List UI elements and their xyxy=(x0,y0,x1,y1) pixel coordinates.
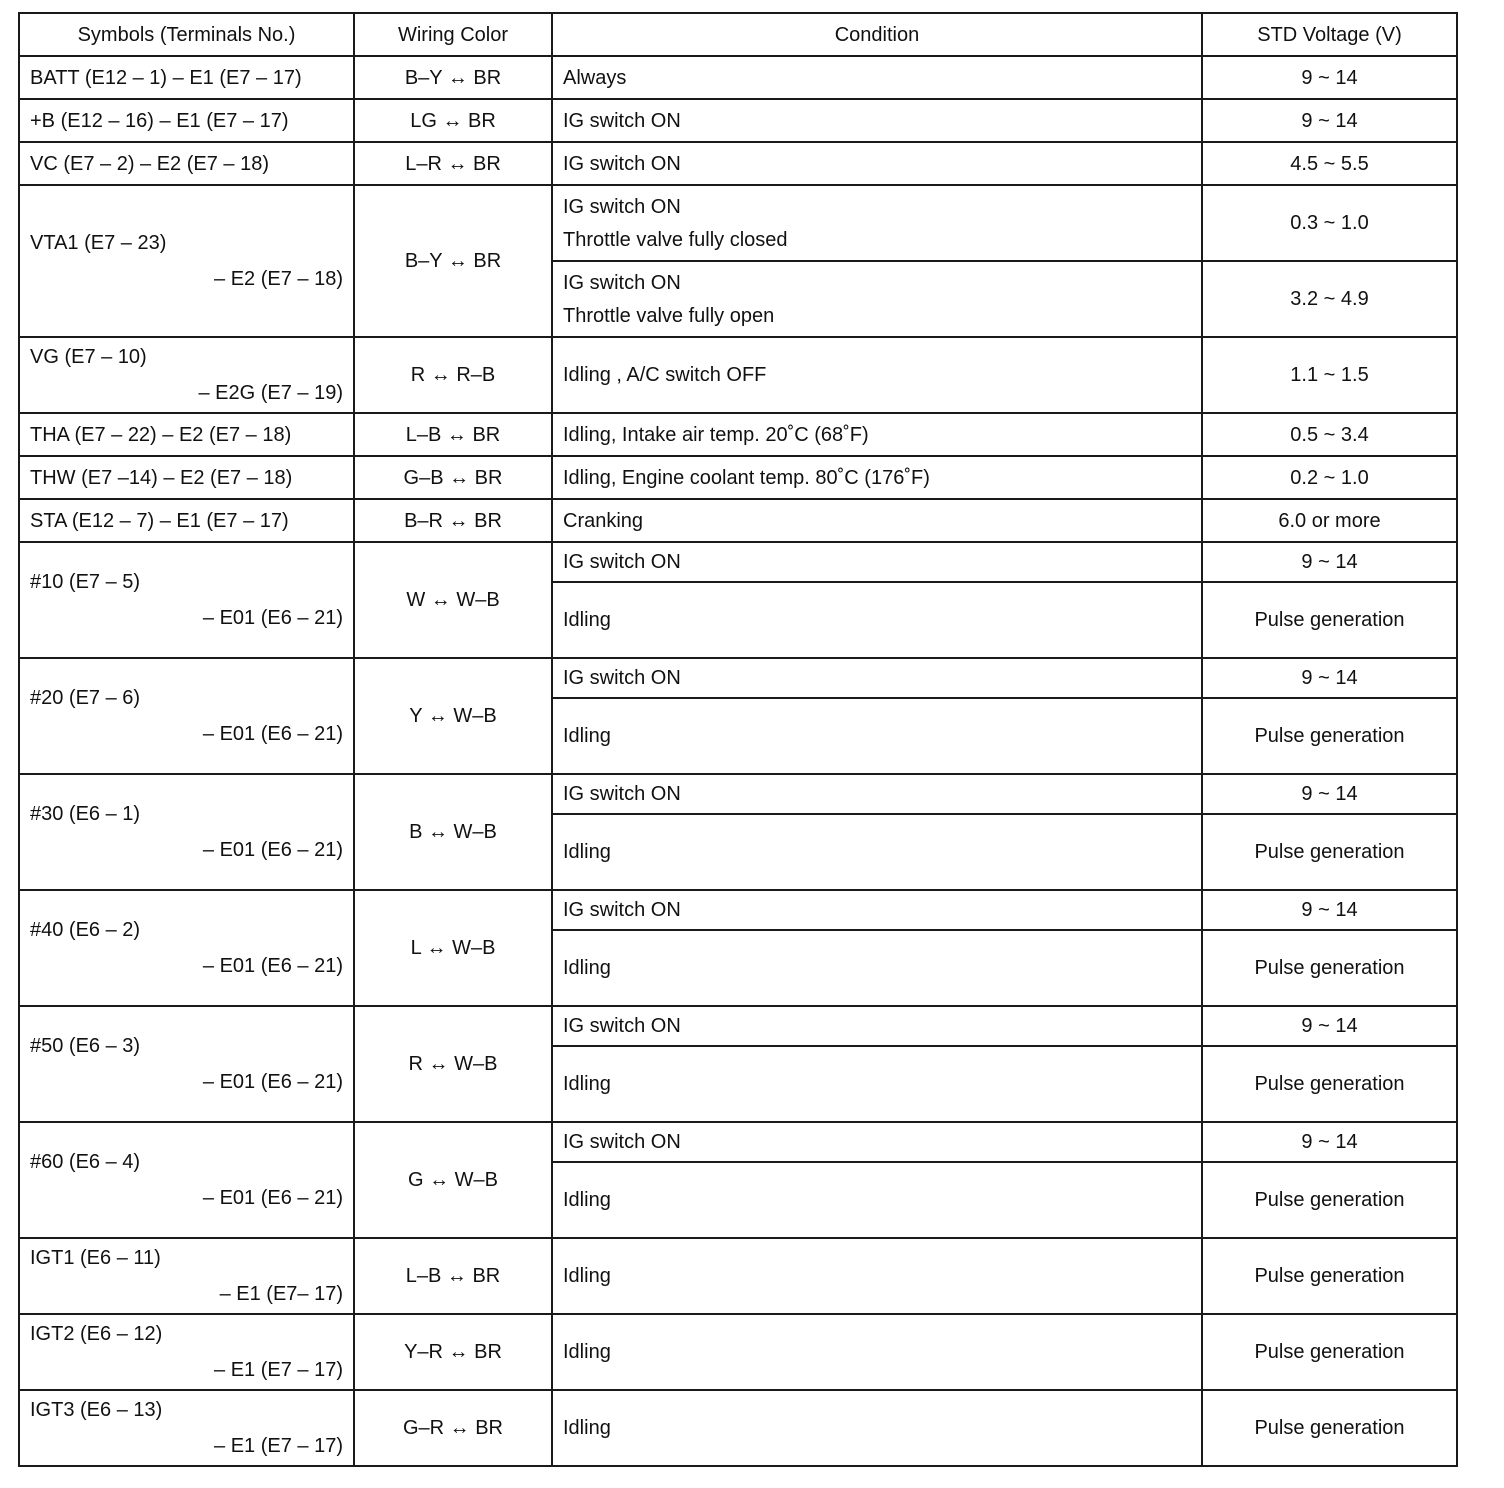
condition-cell: Cranking xyxy=(552,499,1202,542)
condition-cell: IG switch ON xyxy=(552,1122,1202,1162)
voltage-cell: 9 ~ 14 xyxy=(1202,774,1457,814)
symbol-cell xyxy=(19,774,354,890)
voltage-cell: 9 ~ 14 xyxy=(1202,99,1457,142)
table-row xyxy=(19,337,1457,413)
wiring-color-cell: G–R ↔ BR xyxy=(354,1390,552,1466)
terminal-symbol: STA (E12 – 7) – E1 (E7 – 17) xyxy=(30,509,289,532)
symbol-cell xyxy=(19,1390,354,1466)
voltage-cell: 9 ~ 14 xyxy=(1202,658,1457,698)
header-row xyxy=(19,13,1457,56)
terminal-symbol: IGT1 (E6 – 11) xyxy=(30,1247,161,1269)
terminal-symbol: #10 (E7 – 5) xyxy=(30,571,141,593)
table-row xyxy=(19,499,1457,542)
terminal-symbol: VTA1 (E7 – 23) xyxy=(30,232,167,254)
condition-cell: Idling, Engine coolant temp. 80˚C (176˚F) xyxy=(552,456,1202,499)
wiring-color-cell: R ↔ W–B xyxy=(354,1006,552,1122)
terminal-symbol: +B (E12 – 16) – E1 (E7 – 17) xyxy=(30,109,289,132)
voltage-cell: 4.5 ~ 5.5 xyxy=(1202,142,1457,185)
condition-cell: Idling xyxy=(552,1314,1202,1390)
wiring-color-cell: G ↔ W–B xyxy=(354,1122,552,1238)
condition-cell: Idling xyxy=(552,1046,1202,1122)
table-row xyxy=(19,1238,1457,1314)
table-row xyxy=(19,413,1457,456)
wiring-color-cell: L–B ↔ BR xyxy=(354,1238,552,1314)
terminal-symbol: #20 (E7 – 6) xyxy=(30,687,141,709)
table-row xyxy=(19,185,1457,261)
wiring-color-cell: Y ↔ W–B xyxy=(354,658,552,774)
condition-cell: Idling xyxy=(552,814,1202,890)
voltage-cell: Pulse generation xyxy=(1202,698,1457,774)
table-row xyxy=(19,1122,1457,1162)
symbol-cell xyxy=(19,1238,354,1314)
terminal-symbol: IGT3 (E6 – 13) xyxy=(30,1399,163,1421)
condition-cell: Idling xyxy=(552,1238,1202,1314)
terminal-ground: – E01 (E6 – 21) xyxy=(202,1187,343,1209)
table-row xyxy=(19,142,1457,185)
symbol-cell xyxy=(19,658,354,774)
terminal-symbol: #30 (E6 – 1) xyxy=(30,803,141,825)
symbol-cell xyxy=(19,1314,354,1390)
terminal-symbol: #60 (E6 – 4) xyxy=(30,1151,141,1173)
condition-line: IG switch ON xyxy=(563,195,681,218)
table-row xyxy=(19,774,1457,814)
terminal-ground: – E01 (E6 – 21) xyxy=(202,723,343,745)
symbol-cell xyxy=(19,413,354,456)
terminal-ground: – E01 (E6 – 21) xyxy=(202,607,343,629)
symbol-cell xyxy=(19,1006,354,1122)
voltage-cell: 9 ~ 14 xyxy=(1202,890,1457,930)
table-row xyxy=(19,99,1457,142)
terminal-symbol: THA (E7 – 22) – E2 (E7 – 18) xyxy=(30,423,292,446)
terminal-ground: – E01 (E6 – 21) xyxy=(202,1071,343,1093)
wiring-color-cell: R ↔ R–B xyxy=(354,337,552,413)
terminal-ground: – E2G (E7 – 19) xyxy=(198,382,343,404)
voltage-cell: Pulse generation xyxy=(1202,1390,1457,1466)
voltage-cell: 0.2 ~ 1.0 xyxy=(1202,456,1457,499)
condition-cell: IG switch ON xyxy=(552,142,1202,185)
voltage-cell: 0.3 ~ 1.0 xyxy=(1202,185,1457,261)
condition-cell: Always xyxy=(552,56,1202,99)
condition-cell: Idling xyxy=(552,1162,1202,1238)
voltage-cell: 6.0 or more xyxy=(1202,499,1457,542)
table-row xyxy=(19,56,1457,99)
voltage-cell: Pulse generation xyxy=(1202,1162,1457,1238)
voltage-cell: 9 ~ 14 xyxy=(1202,542,1457,582)
wiring-color-cell: B–Y ↔ BR xyxy=(354,56,552,99)
header-condition: Condition xyxy=(552,13,1202,56)
condition-cell: Idling , A/C switch OFF xyxy=(552,337,1202,413)
condition-line: Throttle valve fully closed xyxy=(563,228,788,251)
terminal-symbol: #40 (E6 – 2) xyxy=(30,919,141,941)
condition-cell xyxy=(552,261,1202,337)
symbol-cell xyxy=(19,142,354,185)
symbol-cell xyxy=(19,337,354,413)
wiring-color-cell: B–Y ↔ BR xyxy=(354,185,552,337)
terminal-symbol: #50 (E6 – 3) xyxy=(30,1035,141,1057)
symbol-cell xyxy=(19,542,354,658)
condition-cell: IG switch ON xyxy=(552,774,1202,814)
terminal-symbol: VG (E7 – 10) xyxy=(30,346,147,368)
symbol-cell xyxy=(19,456,354,499)
header-wiring-color: Wiring Color xyxy=(354,13,552,56)
condition-cell: Idling xyxy=(552,698,1202,774)
header-std-voltage: STD Voltage (V) xyxy=(1202,13,1457,56)
terminal-ground: – E1 (E7– 17) xyxy=(219,1283,343,1305)
wiring-color-cell: Y–R ↔ BR xyxy=(354,1314,552,1390)
terminal-voltage-table xyxy=(18,12,1458,1467)
condition-cell: IG switch ON xyxy=(552,99,1202,142)
wiring-color-cell: L–R ↔ BR xyxy=(354,142,552,185)
wiring-color-cell: L–B ↔ BR xyxy=(354,413,552,456)
condition-cell: Idling, Intake air temp. 20˚C (68˚F) xyxy=(552,413,1202,456)
voltage-cell: Pulse generation xyxy=(1202,930,1457,1006)
terminal-ground: – E01 (E6 – 21) xyxy=(202,839,343,861)
voltage-cell: 1.1 ~ 1.5 xyxy=(1202,337,1457,413)
condition-cell: IG switch ON xyxy=(552,542,1202,582)
condition-cell: Idling xyxy=(552,582,1202,658)
wiring-color-cell: G–B ↔ BR xyxy=(354,456,552,499)
wiring-color-cell: LG ↔ BR xyxy=(354,99,552,142)
table-row xyxy=(19,658,1457,698)
table-row xyxy=(19,1006,1457,1046)
condition-line: Throttle valve fully open xyxy=(563,304,775,327)
condition-cell: IG switch ON xyxy=(552,890,1202,930)
wiring-color-cell: B–R ↔ BR xyxy=(354,499,552,542)
terminal-ground: – E1 (E7 – 17) xyxy=(214,1359,343,1381)
wiring-color-cell: L ↔ W–B xyxy=(354,890,552,1006)
symbol-cell xyxy=(19,56,354,99)
terminal-ground: – E2 (E7 – 18) xyxy=(214,268,343,290)
symbol-cell xyxy=(19,1122,354,1238)
voltage-cell: 9 ~ 14 xyxy=(1202,1006,1457,1046)
table-row xyxy=(19,542,1457,582)
wiring-color-cell: W ↔ W–B xyxy=(354,542,552,658)
terminal-ground: – E01 (E6 – 21) xyxy=(202,955,343,977)
voltage-cell: 0.5 ~ 3.4 xyxy=(1202,413,1457,456)
wiring-color-cell: B ↔ W–B xyxy=(354,774,552,890)
condition-cell: Idling xyxy=(552,1390,1202,1466)
voltage-cell: 9 ~ 14 xyxy=(1202,1122,1457,1162)
voltage-cell: Pulse generation xyxy=(1202,1046,1457,1122)
table-row xyxy=(19,456,1457,499)
voltage-cell: Pulse generation xyxy=(1202,582,1457,658)
voltage-cell: 9 ~ 14 xyxy=(1202,56,1457,99)
header-symbols: Symbols (Terminals No.) xyxy=(19,13,354,56)
voltage-cell: Pulse generation xyxy=(1202,1314,1457,1390)
condition-cell: IG switch ON xyxy=(552,1006,1202,1046)
symbol-cell xyxy=(19,99,354,142)
condition-cell: Idling xyxy=(552,930,1202,1006)
condition-cell: IG switch ON xyxy=(552,658,1202,698)
table-row xyxy=(19,1314,1457,1390)
terminal-symbol: VC (E7 – 2) – E2 (E7 – 18) xyxy=(30,152,270,175)
symbol-cell xyxy=(19,185,354,337)
table-row xyxy=(19,1390,1457,1466)
voltage-cell: 3.2 ~ 4.9 xyxy=(1202,261,1457,337)
terminal-ground: – E1 (E7 – 17) xyxy=(214,1435,343,1457)
voltage-cell: Pulse generation xyxy=(1202,814,1457,890)
condition-cell xyxy=(552,185,1202,261)
condition-line: IG switch ON xyxy=(563,271,681,294)
symbol-cell xyxy=(19,890,354,1006)
voltage-cell: Pulse generation xyxy=(1202,1238,1457,1314)
terminal-symbol: IGT2 (E6 – 12) xyxy=(30,1323,163,1345)
symbol-cell xyxy=(19,499,354,542)
terminal-symbol: BATT (E12 – 1) – E1 (E7 – 17) xyxy=(30,66,302,89)
table-row xyxy=(19,890,1457,930)
terminal-symbol: THW (E7 –14) – E2 (E7 – 18) xyxy=(30,466,293,489)
